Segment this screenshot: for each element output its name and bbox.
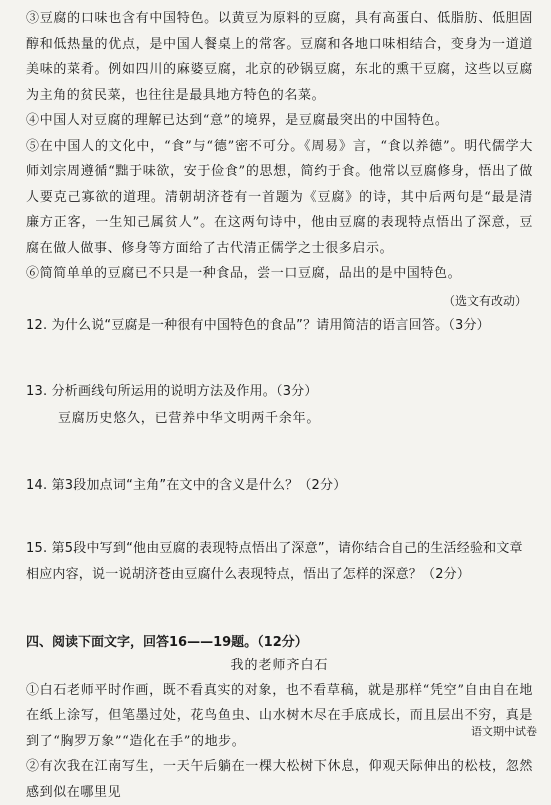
question-13-quote: 豆腐历史悠久，已营养中华文明两千余年。 (58, 410, 321, 426)
article-paragraph-2: ②有次我在江南写生，一天午后躺在一棵大松树下休息，仰观天际伸出的松枝，忽然感到似在哪里见 (26, 759, 533, 800)
passage-paragraph-6: ⑥简简单单的豆腐已不只是一种食品，尝一口豆腐，品出的是中国特色。 (26, 266, 462, 281)
passage-paragraph-4: ④中国人对豆腐的理解已达到“意”的境界，是豆腐最突出的中国特色。 (26, 113, 449, 128)
source-note: （选文有改动） (442, 293, 527, 308)
question-13: 13. 分析画线句所运用的说明方法及作用。（3分） (26, 383, 318, 399)
question-15: 15. 第5段中写到“他由豆腐的表现特点悟出了深意”，请你结合自己的生活经验和文章相应内容，说一说胡济苍由豆腐什么表现特点，悟出了怎样的深意？（2分） (26, 540, 523, 582)
footer-label: 语文期中试卷 (471, 725, 537, 738)
question-12: 12. 为什么说“豆腐是一种很有中国特色的食品”？请用简洁的语言回答。（3分） (26, 317, 490, 333)
passage-paragraph-3: ③豆腐的口味也含有中国特色。以黄豆为原料的豆腐，具有高蛋白、低脂肪、低胆固醇和低热量的优点，是中国人餐桌上的常客。豆腐和各地口味相结合，变身为一道道美味的菜肴。例如四川的麻婆豆腐，北京的砂锅豆腐，东北的熏干豆腐，这些以豆腐为主角的贫民菜，也往往是最具地方特色的名菜。 (26, 11, 533, 103)
article-paragraph-1: ①白石老师平时作画，既不看真实的对象，也不看草稿，就是那样“凭空”自由自在地在纸上涂写，但笔墨过处，花鸟鱼虫、山水树木尽在手底成长，而且层出不穷，真是到了“胸罗万象”“造化在手”的地步。 (26, 682, 533, 749)
article-title: 我的老师齐白石 (230, 657, 329, 673)
passage-paragraph-5: ⑤在中国人的文化中，“食”与“德”密不可分。《周易》言，“食以养德”。明代儒学大师刘宗周遵循“黜于味欲，安于俭食”的思想，简约于食。他常以豆腐修身，悟出了做人要克己寡欲的道理。清朝胡济苍有一首题为《豆腐》的诗，其中后两句是“最是清廉方正客，一生知己属贫人”。在这两句诗中，他由豆腐的表现特点悟出了深意，豆腐在做人做事、修身等方面给了古代清正儒学之士很多启示。 (26, 138, 533, 256)
question-14: 14. 第3段加点词“主角”在文中的含义是什么？（2分） (26, 477, 347, 493)
section-4-heading: 四、阅读下面文字，回答16——19题。（12分） (26, 634, 308, 650)
